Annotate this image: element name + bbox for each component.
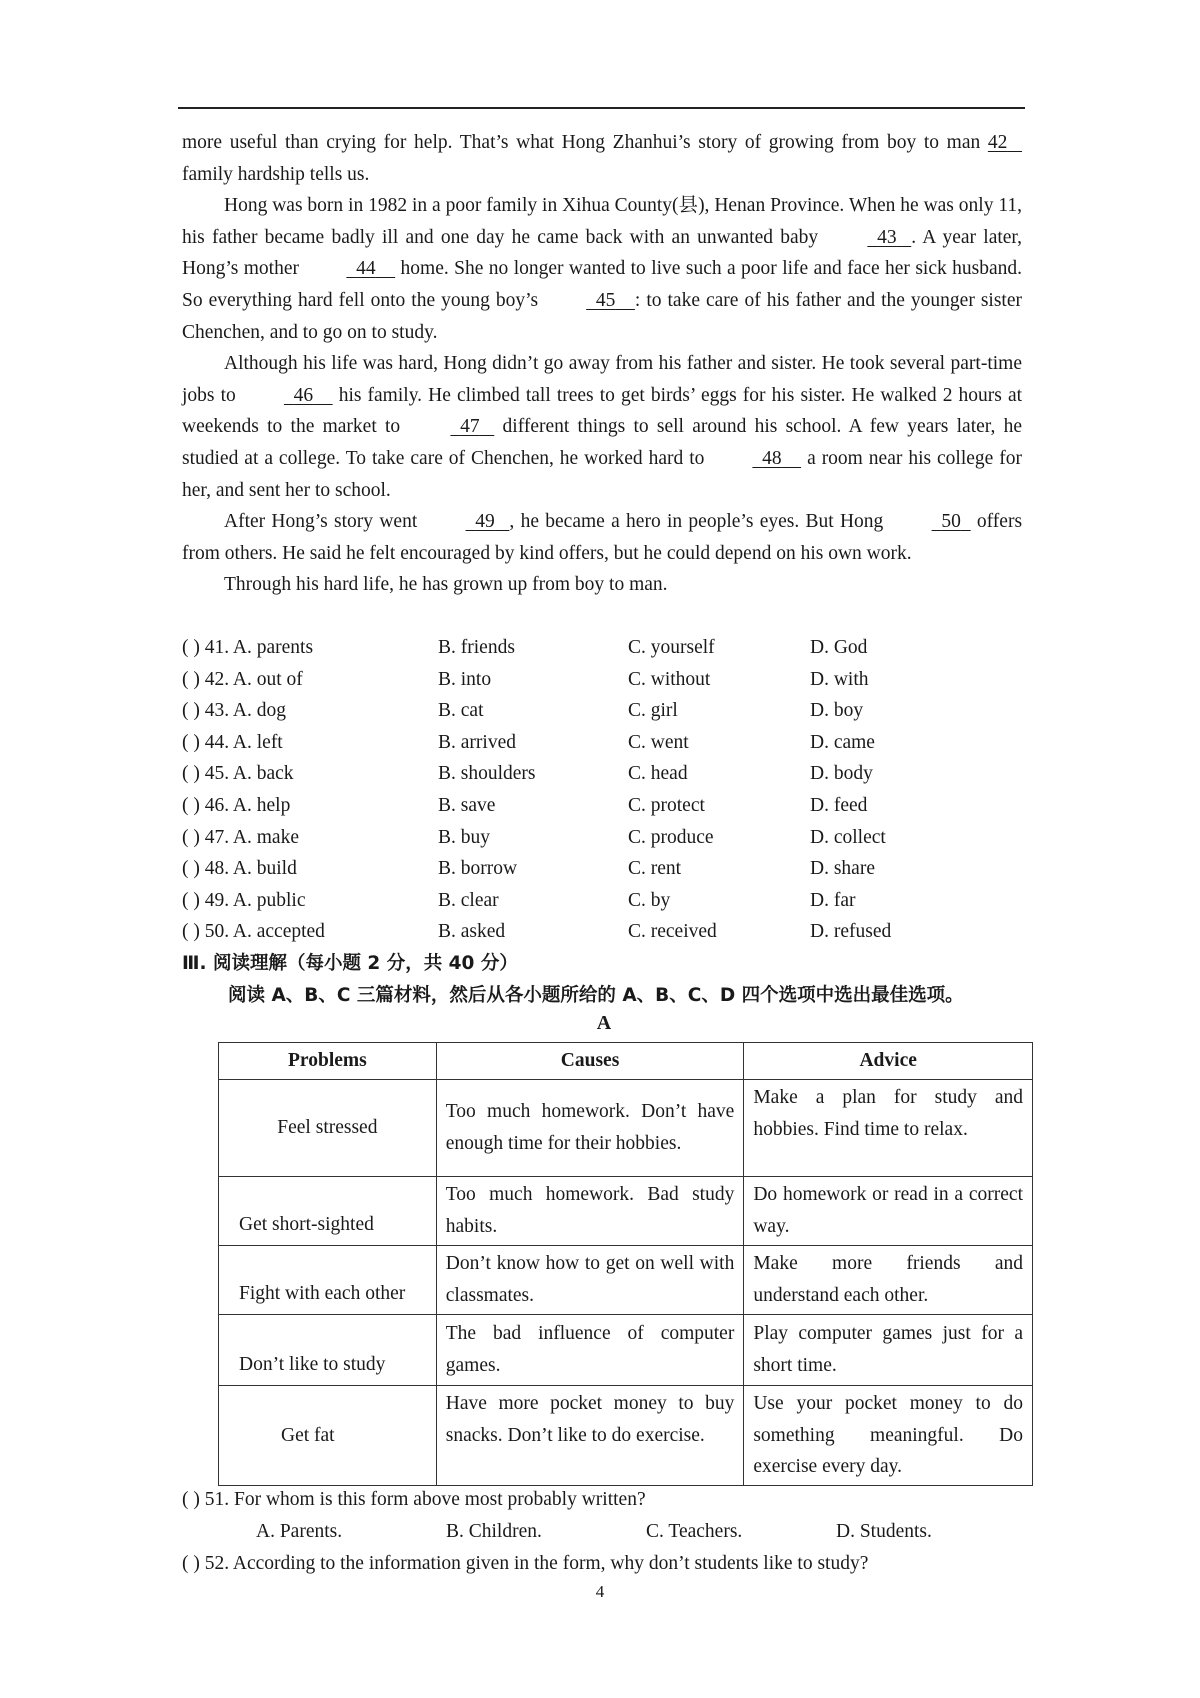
passage-text: : to take care of his father and the younger sister Chenchen, and to go on to study. — [182, 289, 1022, 343]
cause-cell: The bad influence of computer games. — [436, 1315, 744, 1386]
blank-46: 46 — [293, 384, 314, 406]
option-d: D. with — [810, 668, 869, 690]
header-problems: Problems — [219, 1043, 437, 1080]
option-b: B. save — [438, 794, 496, 816]
section-heading: Ⅲ. 阅读理解（每小题 2 分，共 40 分） — [182, 953, 518, 974]
page-number: 4 — [595, 1582, 605, 1601]
option-b: B. into — [438, 668, 492, 690]
option-d: D. far — [810, 889, 856, 911]
question-43 — [182, 695, 1022, 727]
blank-45: 45 — [595, 289, 616, 311]
cause-cell: Too much homework. Don’t have enough time for their hobbies. — [436, 1080, 744, 1177]
q51-option-a: A. Parents. — [256, 1521, 343, 1542]
passage-text: Although his life was hard, Hong didn’t go away from his father and sister. He took several part-time jobs to — [182, 353, 1022, 406]
option-b: B. buy — [438, 826, 491, 848]
question-44 — [182, 727, 1022, 759]
problems-table — [218, 1042, 1033, 1486]
question-42 — [182, 664, 1022, 696]
table-header-row — [219, 1043, 1033, 1080]
option-a: ( ) 45. A. back — [182, 763, 294, 785]
header-causes: Causes — [436, 1043, 744, 1080]
option-d: D. boy — [810, 700, 864, 722]
advice-cell: Use your pocket money to do something meaningful. Do exercise every day. — [744, 1386, 1033, 1486]
option-a: ( ) 44. A. left — [182, 731, 283, 753]
passage-text: family hardship tells us. — [182, 163, 370, 185]
paragraph-2 — [182, 190, 1022, 348]
option-a: ( ) 42. A. out of — [182, 668, 303, 690]
option-a: ( ) 49. A. public — [182, 889, 306, 911]
q51-option-c: C. Teachers. — [646, 1521, 743, 1542]
table-row — [219, 1177, 1033, 1246]
question-51: ( ) 51. For whom is this form above most probably written? — [182, 1489, 646, 1510]
advice-cell: Do homework or read in a correct way. — [744, 1177, 1033, 1246]
problem-cell: Get fat — [219, 1386, 437, 1486]
passage-text: , he became a hero in people’s eyes. But Hong — [509, 511, 884, 533]
option-a: ( ) 41. A. parents — [182, 637, 314, 658]
problem-cell: Don’t like to study — [219, 1315, 437, 1386]
option-b: B. friends — [438, 637, 515, 658]
option-c: C. head — [628, 763, 688, 785]
paragraph-1 — [182, 127, 1022, 190]
question-46 — [182, 790, 1022, 822]
blank-48: 48 — [762, 447, 782, 469]
section-instruction: 阅读 A、B、C 三篇材料，然后从各小题所给的 A、B、C、D 四个选项中选出最佳选项。 — [228, 985, 964, 1006]
passage-text: different things to sell around his school. A few years later, he studied at a college. To take care of Chenchen, he worked hard to — [182, 416, 1023, 469]
option-b: B. cat — [438, 700, 484, 722]
question-41 — [182, 632, 1022, 664]
passage-text: . A year later, Hong’s mother — [182, 226, 1023, 280]
option-a: ( ) 43. A. dog — [182, 700, 286, 722]
option-b: B. asked — [438, 921, 506, 943]
question-48 — [182, 853, 1022, 885]
passage-letter: A — [596, 1012, 612, 1034]
passage-text: a room near his college for her, and sent her to school. — [182, 447, 1023, 501]
option-d: D. body — [810, 763, 873, 785]
table-row — [219, 1246, 1033, 1315]
option-a: ( ) 47. A. make — [182, 826, 299, 848]
question-45 — [182, 758, 1022, 790]
option-b: B. arrived — [438, 731, 516, 753]
table-row — [219, 1080, 1033, 1177]
blank-47: 47 — [460, 416, 480, 438]
option-b: B. borrow — [438, 858, 518, 880]
header-advice: Advice — [744, 1043, 1033, 1080]
table-row — [219, 1315, 1033, 1386]
cause-cell: Don’t know how to get on well with classmates. — [436, 1246, 744, 1315]
option-b: B. shoulders — [438, 763, 536, 785]
table-row — [219, 1386, 1033, 1486]
option-c: C. received — [628, 921, 717, 943]
option-d: D. came — [810, 731, 875, 753]
paragraph-3 — [182, 348, 1022, 506]
paragraph-5: Through his hard life, he has grown up from boy to man. — [224, 574, 668, 596]
option-a: ( ) 50. A. accepted — [182, 921, 325, 943]
option-c: C. went — [628, 731, 689, 753]
option-d: D. collect — [810, 826, 886, 848]
option-c: C. by — [628, 889, 671, 911]
option-c: C. rent — [628, 858, 682, 880]
option-a: ( ) 48. A. build — [182, 858, 297, 880]
advice-cell: Make more friends and understand each other. — [744, 1246, 1033, 1315]
q51-option-d: D. Students. — [836, 1521, 932, 1542]
blank-43: 43 — [877, 226, 897, 248]
advice-cell: Make a plan for study and hobbies. Find time to relax. — [744, 1080, 1033, 1177]
problem-cell: Get short-sighted — [219, 1177, 437, 1246]
blank-42: 42 — [987, 132, 1008, 153]
passage-text: home. She no longer wanted to live such a poor life and face her sick husband. So everything hard fell onto the young boy’s — [182, 258, 1023, 311]
cloze-passage — [182, 127, 1022, 601]
option-a: ( ) 46. A. help — [182, 794, 291, 816]
passage-text: After Hong’s story went — [224, 511, 418, 533]
cause-cell: Have more pocket money to buy snacks. Don’t like to do exercise. — [436, 1386, 744, 1486]
blank-50: 50 — [941, 511, 961, 533]
q51-option-b: B. Children. — [446, 1521, 542, 1542]
option-d: D. God — [810, 637, 868, 658]
option-d: D. share — [810, 858, 875, 880]
blank-49: 49 — [475, 511, 495, 533]
blank-44: 44 — [356, 258, 376, 280]
question-47 — [182, 822, 1022, 854]
option-d: D. refused — [810, 921, 892, 943]
option-c: C. without — [628, 668, 711, 690]
option-b: B. clear — [438, 889, 499, 911]
paragraph-4 — [182, 506, 1022, 569]
advice-cell: Play computer games just for a short time. — [744, 1315, 1033, 1386]
option-d: D. feed — [810, 794, 868, 816]
option-c: C. girl — [628, 700, 678, 722]
cloze-questions — [182, 632, 1022, 948]
question-49 — [182, 885, 1022, 917]
question-52: ( ) 52. According to the information given in the form, why don’t students like to study? — [182, 1553, 869, 1574]
passage-text: offers from others. He said he felt encouraged by kind offers, but he could depend on his own work. — [182, 511, 1023, 564]
passage-text: Hong was born in 1982 in a poor family in Xihua County(县), Henan Province. When he was only 11, his father became badly ill and one day he came back with an unwanted baby — [182, 195, 1022, 248]
header-rule — [178, 107, 1025, 109]
problem-cell: Feel stressed — [219, 1080, 437, 1177]
option-c: C. yourself — [628, 637, 715, 658]
option-c: C. protect — [628, 794, 705, 816]
problem-cell: Fight with each other — [219, 1246, 437, 1315]
cause-cell: Too much homework. Bad study habits. — [436, 1177, 744, 1246]
question-50 — [182, 916, 1022, 948]
passage-text: his family. He climbed tall trees to get birds’ eggs for his sister. He walked 2 hours at weekends to the market to — [182, 384, 1023, 438]
option-c: C. produce — [628, 826, 714, 848]
passage-text: more useful than crying for help. That’s what Hong Zhanhui’s story of growing from boy to man — [182, 132, 981, 153]
